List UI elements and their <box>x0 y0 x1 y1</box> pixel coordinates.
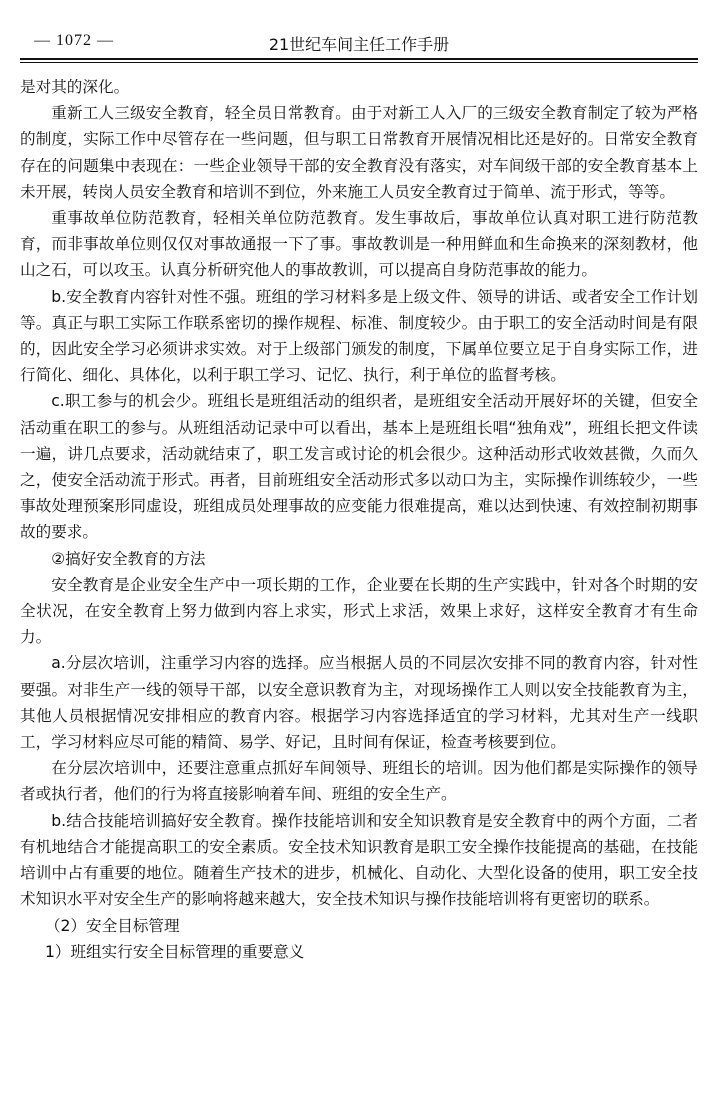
book-title: 21世纪车间主任工作手册 <box>268 35 450 54</box>
page-header <box>20 30 698 54</box>
paragraph: 重事故单位防范教育，轻相关单位防范教育。发生事故后，事故单位认真对职工进行防范教育，而非事故单位则仅仅对事故通报一下了事。事故教训是一种用鲜血和生命换来的深刻教材，他山之石，可以攻玉。认真分析研究他人的事故教训，可以提高自身防范事故的能力。 <box>20 209 698 280</box>
section-heading: ②搞好安全教育的方法 <box>51 549 206 568</box>
paragraph: 安全教育是企业安全生产中一项长期的工作，企业要在长期的生产实践中，针对各个时期的安全状况，在安全教育上努力做到内容上求实，形式上求活，效果上求好，这样安全教育才有生命力。 <box>20 575 698 647</box>
section-heading: （2）安全目标管理 <box>44 916 180 935</box>
paragraph: c.职工参与的机会少。班组长是班组活动的组织者，是班组安全活动开展好坏的关键，但安全活动重在职工的参与。从班组活动记录中可以看出，基本上是班组长唱“独角戏”，班组长把文件读一遍，讲几点要求，活动就结束了，职工发言或讨论的机会很少。这种活动形式收效甚微，久而久之，使安全活动流于形式。再者，目前班组安全活动形式多以动口为主，实际操作训练较少，一些事故处理预案形同虚设，班组成员处理事故的应变能力很难提高，难以达到快速、有效控制初期事故的要求。 <box>20 392 698 542</box>
paragraph: b.结合技能培训搞好安全教育。操作技能培训和安全知识教育是安全教育中的两个方面，二者有机地结合才能提高职工的安全素质。安全技术知识教育是职工安全操作技能提高的基础，在技能培训中占有重要的地位。随着生产技术的进步，机械化、自动化、大型化设备的使用，职工安全技术知识水平对安全生产的影响将越来越大，安全技术知识与操作技能培训将有更密切的联系。 <box>20 811 698 909</box>
paragraph: a.分层次培训，注重学习内容的选择。应当根据人员的不同层次安排不同的教育内容，针对性要强。对非生产一线的领导干部，以安全意识教育为主，对现场操作工人则以安全技能教育为主，其他人员根据情况安排相应的教育内容。根据学习内容选择适宜的学习材料，尤其对生产一线职工，学习材料应尽可能的精简、易学、好记，且时间有保证，检查考核要到位。 <box>20 654 698 752</box>
page-number: — 1072 — <box>34 32 114 49</box>
paragraph: b.安全教育内容针对性不强。班组的学习材料多是上级文件、领导的讲话、或者安全工作计划等。真正与职工实际工作联系密切的操作规程、标准、制度较少。由于职工的安全活动时间是有限的，因此安全学习必须讲求实效。对于上级部门颁发的制度，下属单位要立足于自身实际工作，进行简化、细化、具体化，以利于职工学习、记忆、执行，利于单位的监督考核。 <box>20 287 698 385</box>
body-text <box>20 74 698 965</box>
subsection-heading: 1）班组实行安全目标管理的重要意义 <box>44 942 305 961</box>
paragraph: 在分层次培训中，还要注意重点抓好车间领导、班组长的培训。因为他们都是实际操作的领导者或执行者，他们的行为将直接影响着车间、班组的安全生产。 <box>20 759 698 804</box>
header-rule <box>20 58 698 63</box>
paragraph-continuation: 是对其的深化。 <box>20 78 130 96</box>
paragraph: 重新工人三级安全教育，轻全员日常教育。由于对新工人入厂的三级安全教育制定了较为严格的制度，实际工作中尽管存在一些问题，但与职工日常教育开展情况相比还是好的。日常安全教育存在的问题集中表现在：一些企业领导干部的安全教育没有落实，对车间级干部的安全教育基本上未开展，转岗人员安全教育和培训不到位，外来施工人员安全教育过于简单、流于形式，等等。 <box>20 104 698 201</box>
